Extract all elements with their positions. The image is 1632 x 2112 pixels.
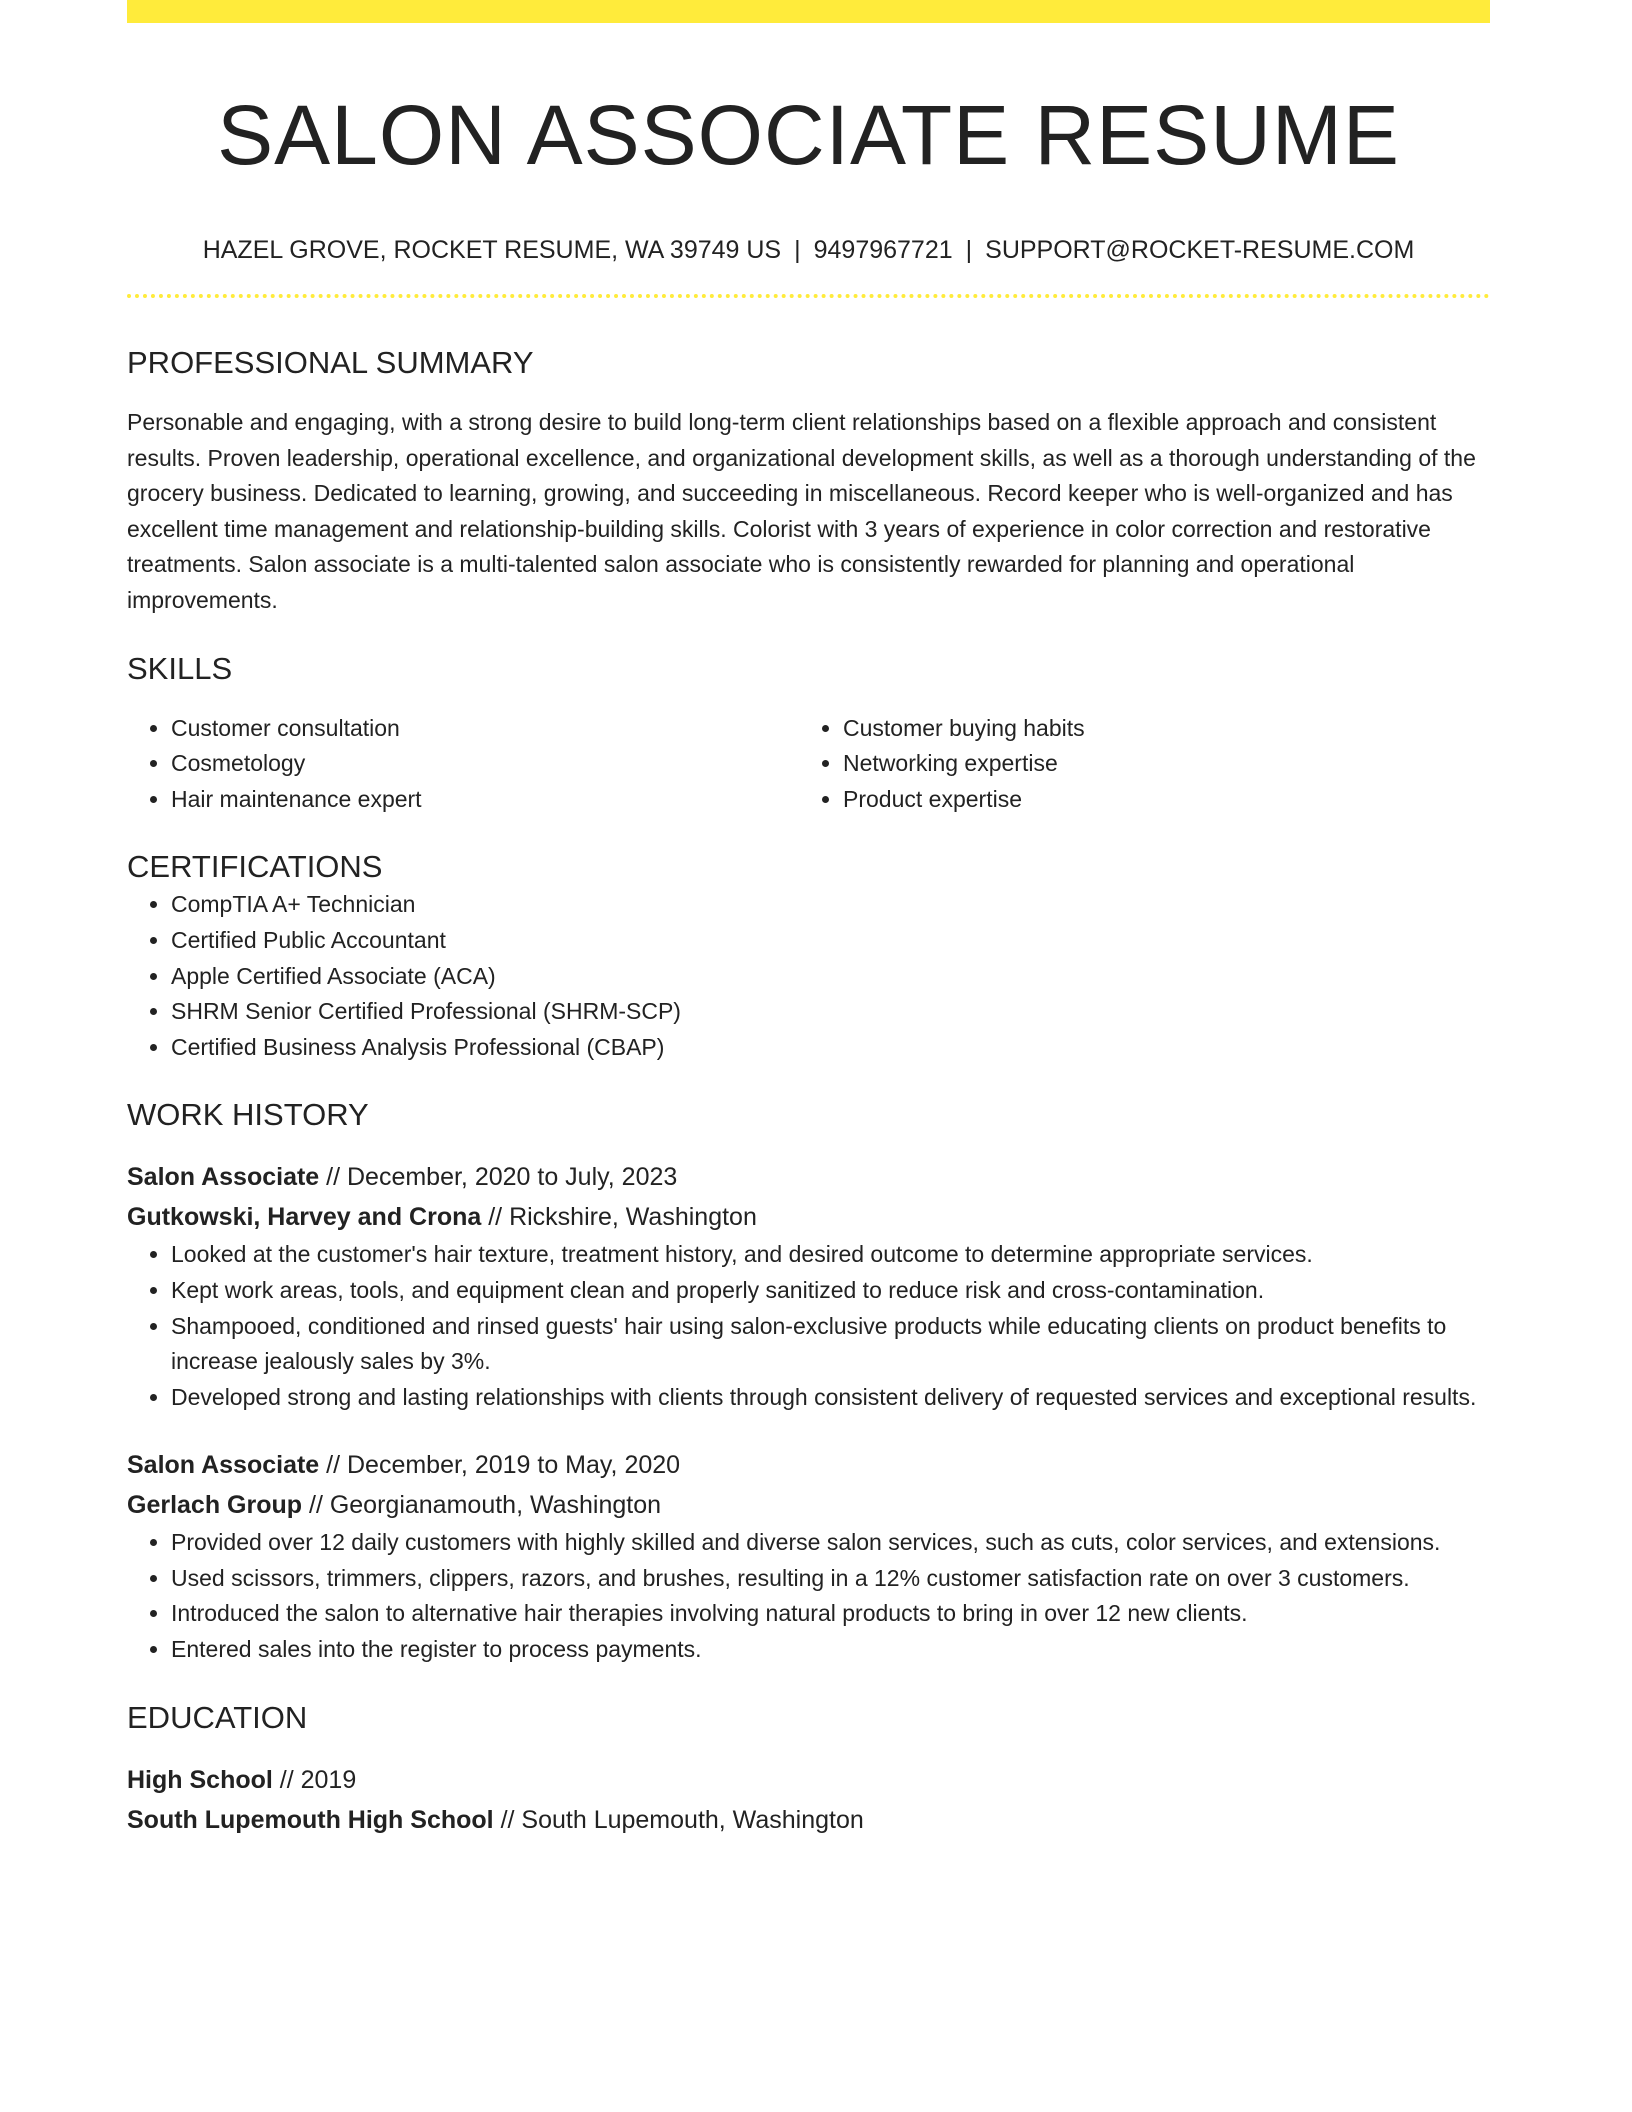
summary-heading: PROFESSIONAL SUMMARY [127,345,534,380]
phone: 9497967721 [813,236,953,264]
job-company-line [127,1485,1490,1525]
job-company-line [127,1197,1490,1237]
skills-column-right [799,711,1471,818]
certifications-heading: CERTIFICATIONS [127,849,383,885]
school-location: // South Lupemouth, Washington [500,1805,864,1834]
accent-bar [127,0,1490,23]
education-heading: EDUCATION [127,1699,308,1735]
job-bullet: • Entered sales into the register to process payments. [171,1632,1490,1668]
job-bullet: • Introduced the salon to alternative hair therapies involving natural products to bring in over 12 new clients. [171,1596,1490,1632]
job-entry [127,1157,1490,1415]
skill-item: • Customer buying habits [843,711,1471,747]
job-company: Gutkowski, Harvey and Crona [127,1203,482,1232]
job-bullets [127,1237,1490,1415]
job-bullet: • Shampooed, conditioned and rinsed guests' hair using salon-exclusive products while educating clients on product benefits to increase jealously sales by 3%. [171,1309,1490,1380]
skill-item: • Cosmetology [171,746,799,782]
job-dates: // December, 2020 to July, 2023 [326,1163,678,1192]
skills-heading: SKILLS [127,650,233,686]
job-title: Salon Associate [127,1163,320,1192]
job-entry [127,1445,1490,1667]
certification-item: • Certified Business Analysis Professional (CBAP) [171,1030,1490,1066]
certification-item: • SHRM Senior Certified Professional (SHRM-SCP) [171,994,1490,1030]
skill-item: • Customer consultation [171,711,799,747]
summary-section [127,343,1490,619]
degree: High School [127,1765,273,1794]
certification-item: • CompTIA A+ Technician [171,887,1490,923]
work-history-section [127,1095,1490,1667]
school-name: South Lupemouth High School [127,1805,494,1834]
skill-item: • Product expertise [843,782,1471,818]
certification-item: • Certified Public Accountant [171,923,1490,959]
resume-title: SALON ASSOCIATE RESUME [217,88,1400,182]
separator: | [794,236,801,264]
address: HAZEL GROVE, ROCKET RESUME, WA 39749 US [202,236,782,264]
graduation-year: // 2019 [279,1765,357,1794]
work-history-heading: WORK HISTORY [127,1097,369,1133]
job-title-line [127,1445,1490,1485]
job-location: // Rickshire, Washington [488,1203,757,1232]
job-bullet: • Kept work areas, tools, and equipment clean and properly sanitized to reduce risk and cross-contamination. [171,1273,1490,1309]
skills-column-left [127,711,799,818]
email: SUPPORT@ROCKET-RESUME.COM [985,236,1415,264]
contact-line [127,235,1490,265]
job-bullet: • Developed strong and lasting relationships with clients through consistent delivery of requested services and exceptional results. [171,1380,1490,1416]
dotted-divider [127,294,1490,298]
certifications-section [127,847,1490,1065]
job-dates: // December, 2019 to May, 2020 [326,1451,681,1480]
separator: | [965,236,973,264]
resume-page [127,0,1490,1840]
school-line [127,1800,1490,1840]
job-bullet: • Looked at the customer's hair texture, treatment history, and desired outcome to determine appropriate services. [171,1237,1490,1273]
skill-item: • Hair maintenance expert [171,782,799,818]
job-bullets [127,1525,1490,1667]
job-bullet: • Provided over 12 daily customers with highly skilled and diverse salon services, such as cuts, color services, and extensions. [171,1525,1490,1561]
job-title-line [127,1157,1490,1197]
skills-section [127,649,1490,818]
skills-grid [127,711,1490,818]
job-title: Salon Associate [127,1451,320,1480]
certification-item: • Apple Certified Associate (ACA) [171,959,1490,995]
education-section [127,1698,1490,1840]
degree-line [127,1760,1490,1800]
skill-item: • Networking expertise [843,746,1471,782]
job-company: Gerlach Group [127,1491,303,1520]
job-location: // Georgianamouth, Washington [309,1491,662,1520]
certifications-list [127,887,1490,1065]
summary-text: Personable and engaging, with a strong desire to build long-term client relationships based on a flexible approach and consistent results. Proven leadership, operational excellence, and organizational development skills, as well as a thorough understanding of the grocery business. Dedicated to learning, growing, and succeeding in miscellaneous. Record keeper who is well-organized and has excellent time management and relationship-building skills. Colorist with 3 years of experience in color correction and restorative treatments. Salon associate is a multi-talented salon associate who is consistently rewarded for planning and operational improvements. [127,409,1476,613]
job-bullet: • Used scissors, trimmers, clippers, razors, and brushes, resulting in a 12% customer satisfaction rate on over 3 customers. [171,1561,1490,1597]
